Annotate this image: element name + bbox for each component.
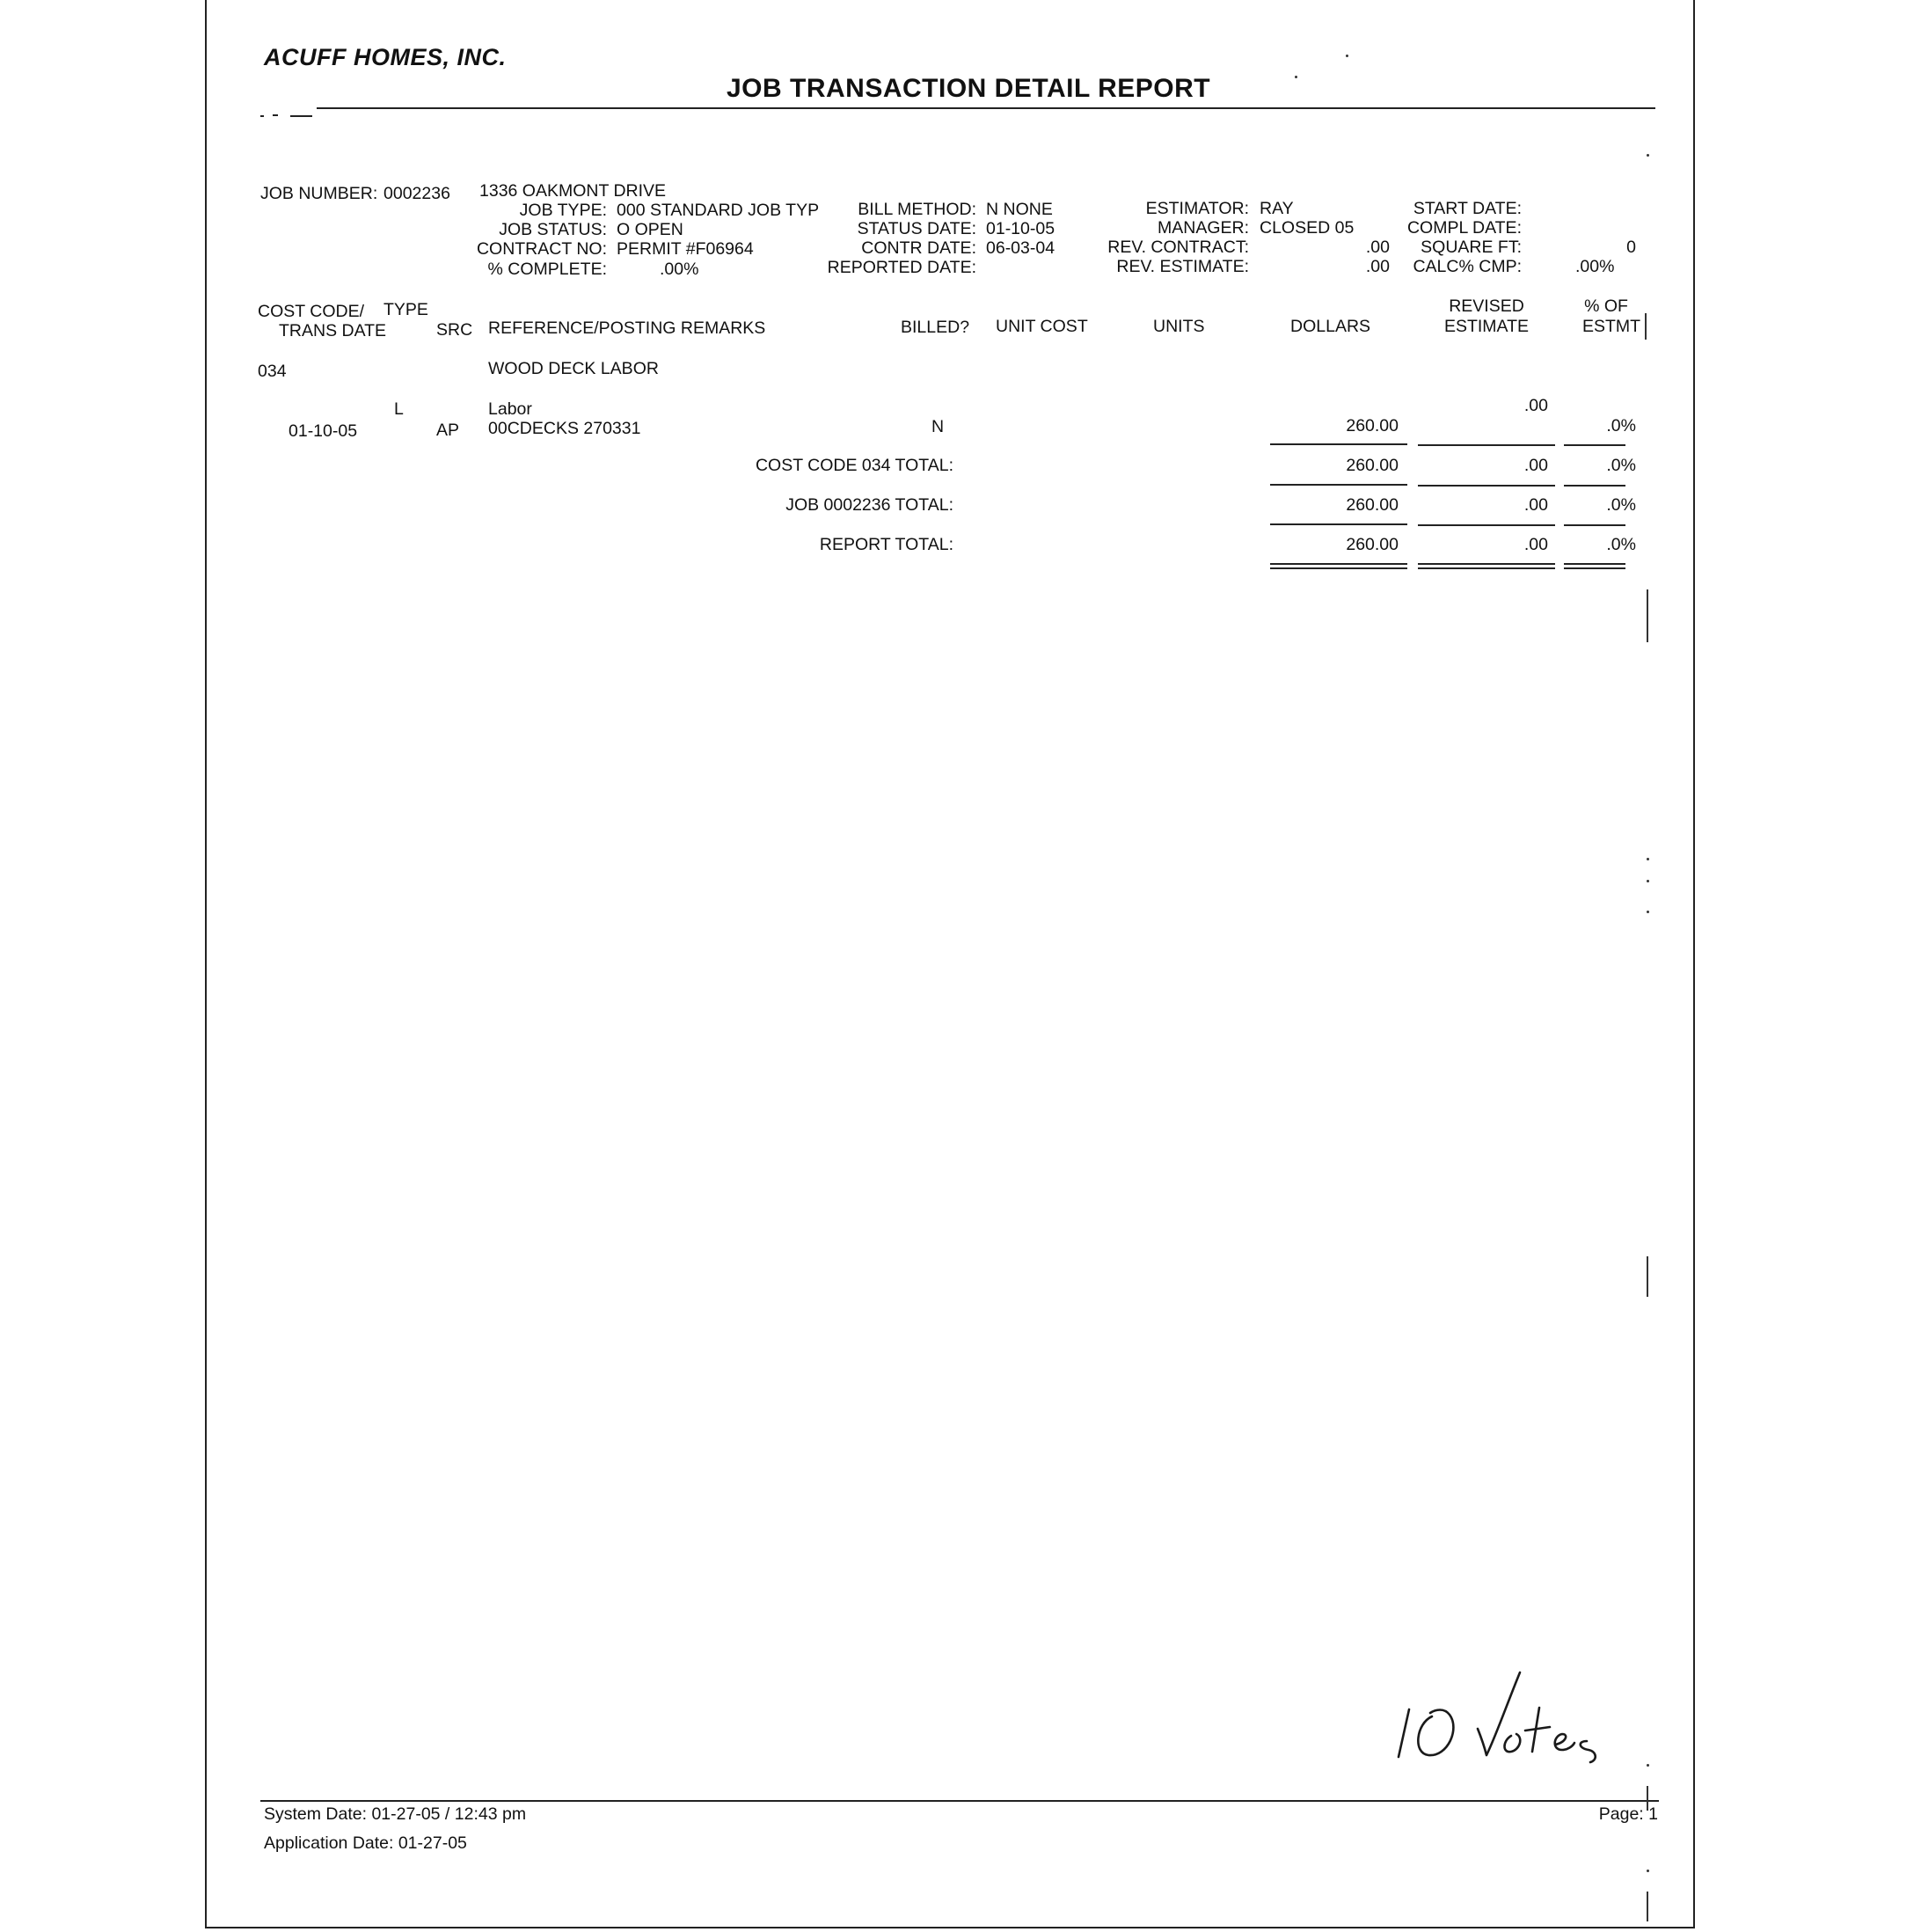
cost-code-number: 034	[258, 362, 287, 381]
cost-code-description: WOOD DECK LABOR	[488, 359, 659, 378]
job-number-label: JOB NUMBER:	[260, 184, 378, 203]
reported-date-label: REPORTED DATE:	[827, 258, 976, 277]
trans-reference: 00CDECKS 270331	[488, 419, 641, 438]
job-type-label: JOB TYPE:	[519, 201, 607, 220]
col-trans-date: TRANS DATE	[279, 321, 387, 340]
scan-speck	[1647, 154, 1649, 157]
col-pct-of-line1: % OF	[1584, 296, 1628, 316]
total-estimate-cost-code: .00	[1523, 456, 1548, 475]
header-rule-dash	[273, 114, 278, 116]
scan-speck	[1295, 76, 1297, 78]
calc-cmp-label: CALC% CMP:	[1413, 257, 1522, 276]
calc-cmp-value: .00%	[1575, 257, 1615, 276]
trans-estimate: .00	[1523, 396, 1548, 415]
grand-total-rule	[1270, 567, 1407, 569]
start-date-label: START DATE:	[1413, 199, 1522, 218]
total-dollars-cost-code: 260.00	[1346, 456, 1399, 475]
manager-value: CLOSED 05	[1260, 218, 1355, 238]
trans-remark: Labor	[488, 399, 532, 419]
scan-mark	[1647, 589, 1648, 642]
total-rule	[1270, 484, 1407, 486]
system-date: System Date: 01-27-05 / 12:43 pm	[264, 1804, 527, 1824]
rev-contract-label: REV. CONTRACT:	[1107, 238, 1249, 257]
scan-mark	[1645, 313, 1647, 340]
col-cost-code: COST CODE/	[258, 302, 364, 321]
contract-no-label: CONTRACT NO:	[476, 239, 607, 259]
total-rule	[1270, 523, 1407, 525]
trans-type: L	[394, 399, 404, 419]
trans-dollars: 260.00	[1346, 416, 1399, 435]
scan-speck	[1647, 880, 1649, 882]
trans-date: 01-10-05	[289, 421, 358, 441]
total-dollars-report: 260.00	[1346, 535, 1399, 554]
scan-mark	[1647, 1256, 1648, 1297]
total-dollars-job: 260.00	[1346, 495, 1399, 515]
header-rule-dash	[290, 115, 312, 117]
col-units: UNITS	[1153, 317, 1205, 336]
pct-complete-value: .00%	[660, 260, 699, 279]
col-revised-line1: REVISED	[1449, 296, 1524, 316]
total-estimate-job: .00	[1523, 495, 1548, 515]
contract-no-value: PERMIT #F06964	[617, 239, 754, 259]
total-rule	[1270, 443, 1407, 445]
scan-speck	[1647, 858, 1649, 860]
header-rule-dash	[260, 115, 264, 117]
col-revised-line2: ESTIMATE	[1443, 317, 1530, 336]
scan-speck	[1346, 55, 1348, 57]
handwritten-note	[1390, 1667, 1610, 1764]
job-type-value: 000 STANDARD JOB TYP	[617, 201, 820, 220]
job-status-value: O OPEN	[617, 220, 683, 239]
status-date-label: STATUS DATE:	[857, 219, 976, 238]
compl-date-label: COMPL DATE:	[1406, 218, 1522, 238]
col-type: TYPE	[383, 300, 428, 319]
manager-label: MANAGER:	[1157, 218, 1249, 238]
total-pct-report: .0%	[1606, 535, 1636, 554]
total-rule	[1564, 444, 1625, 446]
total-rule	[1418, 524, 1555, 526]
total-rule	[1564, 485, 1625, 487]
estimator-value: RAY	[1260, 199, 1294, 218]
bill-method-label: BILL METHOD:	[858, 200, 976, 219]
total-estimate-report: .00	[1523, 535, 1548, 554]
report-page	[205, 0, 1695, 1928]
total-label-job: JOB 0002236 TOTAL:	[785, 495, 953, 515]
page-number: Page: 1	[1598, 1804, 1658, 1824]
contr-date-value: 06-03-04	[986, 238, 1055, 258]
square-ft-value: 0	[1626, 238, 1636, 257]
col-pct-of-line2: ESTMT	[1581, 317, 1641, 336]
col-unit-cost: UNIT COST	[996, 317, 1088, 336]
job-status-label: JOB STATUS:	[499, 220, 607, 239]
trans-billed: N	[931, 417, 945, 436]
total-pct-job: .0%	[1606, 495, 1636, 515]
col-reference: REFERENCE/POSTING REMARKS	[488, 318, 766, 338]
scan-speck	[1647, 1764, 1649, 1767]
total-rule	[1564, 524, 1625, 526]
job-address: 1336 OAKMONT DRIVE	[479, 181, 667, 201]
col-billed: BILLED?	[901, 318, 970, 337]
grand-total-rule	[1564, 567, 1625, 569]
square-ft-label: SQUARE FT:	[1421, 238, 1522, 257]
scan-mark	[1647, 1892, 1648, 1921]
job-number-value: 0002236	[383, 184, 450, 203]
status-date-value: 01-10-05	[986, 219, 1055, 238]
application-date: Application Date: 01-27-05	[264, 1833, 467, 1853]
report-title: JOB TRANSACTION DETAIL REPORT	[727, 74, 1211, 103]
trans-src: AP	[436, 421, 460, 440]
total-pct-cost-code: .0%	[1606, 456, 1636, 475]
total-label-cost-code: COST CODE 034 TOTAL:	[755, 456, 953, 475]
rev-estimate-label: REV. ESTIMATE:	[1116, 257, 1249, 276]
rev-estimate-value: .00	[1365, 257, 1390, 276]
total-rule	[1418, 444, 1555, 446]
total-label-report: REPORT TOTAL:	[819, 535, 953, 554]
total-rule	[1418, 485, 1555, 487]
contr-date-label: CONTR DATE:	[861, 238, 976, 258]
footer-rule	[260, 1800, 1659, 1802]
header-rule	[317, 107, 1655, 109]
col-src: SRC	[436, 320, 473, 340]
pct-complete-label: % COMPLETE:	[487, 260, 607, 279]
col-dollars: DOLLARS	[1290, 317, 1371, 336]
estimator-label: ESTIMATOR:	[1145, 199, 1249, 218]
scan-speck	[1647, 1870, 1649, 1872]
grand-total-rule	[1564, 563, 1625, 565]
grand-total-rule	[1418, 567, 1555, 569]
trans-pct: .0%	[1606, 416, 1636, 435]
grand-total-rule	[1418, 563, 1555, 565]
bill-method-value: N NONE	[986, 200, 1053, 219]
rev-contract-value: .00	[1365, 238, 1390, 257]
grand-total-rule	[1270, 563, 1407, 565]
scan-speck	[1647, 911, 1649, 913]
company-name: ACUFF HOMES, INC.	[264, 44, 507, 70]
